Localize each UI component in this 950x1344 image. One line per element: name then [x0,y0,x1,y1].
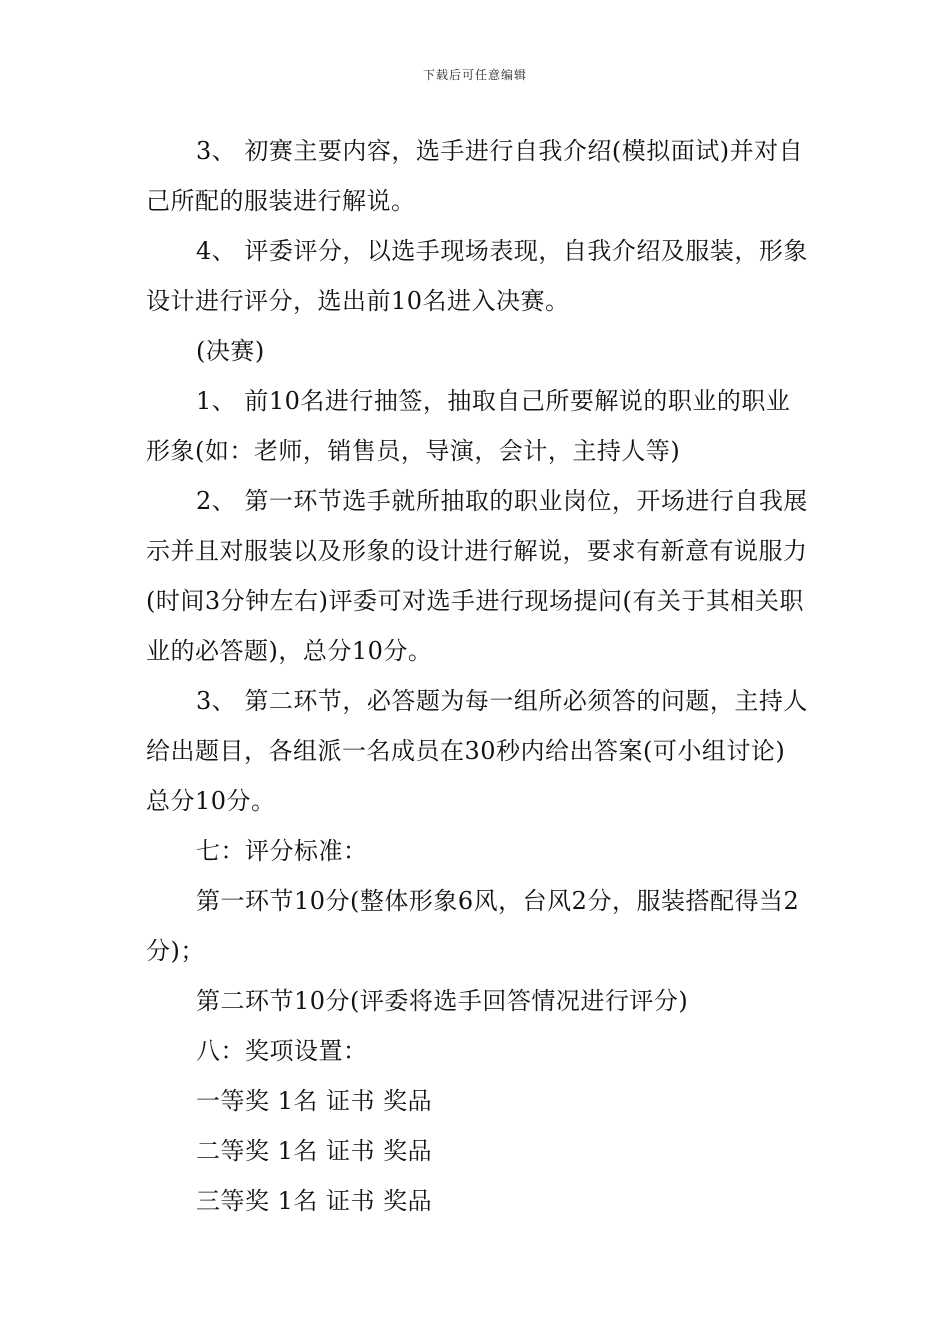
page-header: 下载后可任意编辑 [422,68,527,82]
paragraph-judges-scoring: 4、 评委评分，以选手现场表现，自我介绍及服装，形象设计进行评分，选出前10名进入决赛。 [146,237,808,315]
paragraph-second-round: 3、 第二环节，必答题为每一组所必须答的问题，主持人给出题目，各组派一名成员在30秒内给出答案(可小组讨论)总分10分。 [146,687,808,815]
paragraph-second-round-score: 第二环节10分(评委将选手回答情况进行评分) [196,987,689,1015]
paragraph-preliminary-content: 3、 初赛主要内容，选手进行自我介绍(模拟面试)并对自己所配的服装进行解说。 [146,137,804,215]
section-heading-scoring-criteria: 七：评分标准： [196,837,368,865]
section-heading-awards: 八：奖项设置： [196,1037,368,1065]
paragraph-first-round: 2、 第一环节选手就所抽取的职业岗位，开场进行自我展示并且对服装以及形象的设计进行解说，要求有新意有说服力(时间3分钟左右)评委可对选手进行现场提问(有关于其相关职业的必答题)，总分10分。 [146,487,808,665]
award-item-third: 三等奖 1名 证书 奖品 [196,1187,433,1215]
award-item-first: 一等奖 1名 证书 奖品 [196,1087,433,1115]
paragraph-first-round-score: 第一环节10分(整体形象6风，台风2分，服装搭配得当2分)； [146,887,800,965]
award-item-second: 二等奖 1名 证书 奖品 [196,1137,433,1165]
document-body [146,126,808,1226]
paragraph-finals-heading: (决赛) [196,337,265,365]
paragraph-finals-draw: 1、 前10名进行抽签，抽取自己所要解说的职业的职业形象(如：老师，销售员，导演，会计，主持人等) [146,387,791,465]
award-list [146,1076,808,1226]
